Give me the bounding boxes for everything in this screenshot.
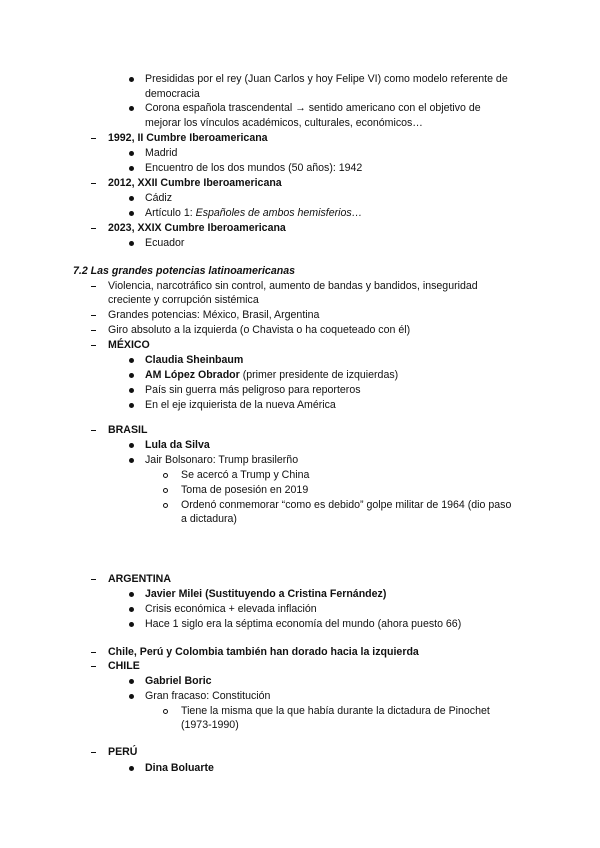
section-heading: 7.2 Las grandes potencias latinoamericanas (73, 265, 295, 277)
dash-marker (91, 138, 96, 139)
bullet-dot (129, 151, 134, 156)
dash-marker (91, 315, 96, 316)
bullet-dot (129, 403, 134, 408)
bullet-dot (129, 196, 134, 201)
dash-marker (91, 579, 96, 580)
bullet-dot (129, 166, 134, 171)
bullet-dot (129, 766, 134, 771)
sub-bullet-text: Toma de posesión en 2019 (181, 484, 309, 496)
sub-bullet-text: Ordenó conmemorar “como es debido” golpe militar de 1964 (dio paso (181, 499, 512, 511)
bullet-text-bold: Claudia Sheinbaum (145, 354, 244, 366)
dash-marker (91, 652, 96, 653)
dash-text: Giro absoluto a la izquierda (o Chavista o ha coqueteado con él) (108, 324, 411, 336)
dash-marker (91, 345, 96, 346)
article-label: Artículo 1: (145, 207, 196, 219)
bullet-text: Jair Bolsonaro: Trump brasilerño (145, 454, 299, 466)
bullet-text-bold: Gabriel Boric (145, 675, 212, 687)
sub-bullet-text: Se acercó a Trump y China (181, 469, 310, 481)
bullet-dot (129, 77, 134, 82)
bullet-dot (129, 388, 134, 393)
dash-marker (91, 752, 96, 753)
bullet-text-bold: Dina Boluarte (145, 762, 214, 774)
circle-marker (163, 503, 168, 508)
country-label: ARGENTINA (108, 573, 171, 585)
bullet-continuation: mejorar los vínculos académicos, culturales, económicos… (145, 117, 423, 129)
circle-marker (163, 709, 168, 714)
country-label: CHILE (108, 660, 140, 672)
dash-marker (91, 330, 96, 331)
dash-text: Grandes potencias: México, Brasil, Argentina (108, 309, 320, 321)
bullet-dot (129, 679, 134, 684)
circle-marker (163, 473, 168, 478)
bullet-text: Cádiz (145, 192, 173, 204)
bullet-text: País sin guerra más peligroso para reporteros (145, 384, 361, 396)
name-note: (primer presidente de izquierdas) (239, 369, 399, 381)
country-label: PERÚ (108, 746, 138, 758)
article-quote: Españoles de ambos hemisferios… (195, 207, 363, 219)
country-label: BRASIL (108, 424, 148, 436)
bullet-text-bold: Javier Milei (Sustituyendo a Cristina Fernández) (145, 588, 387, 600)
dash-marker (91, 666, 96, 667)
bullet-text: Hace 1 siglo era la séptima economía del mundo (ahora puesto 66) (145, 618, 462, 630)
sub-bullet-text: Tiene la misma que la que había durante la dictadura de Pinochet (181, 705, 490, 717)
bullet-continuation: democracia (145, 88, 200, 100)
bullet-dot (129, 373, 134, 378)
bold-name: AM López Obrador (145, 369, 240, 381)
section-label: 1992, II Cumbre Iberoamericana (108, 132, 268, 144)
bullet-text (145, 206, 362, 220)
bullet-text: Ecuador (145, 237, 185, 249)
bullet-text: Crisis económica + elevada inflación (145, 603, 317, 615)
dash-text: Violencia, narcotráfico sin control, aumento de bandas y bandidos, inseguridad (108, 280, 478, 292)
bullet-text: Presididas por el rey (Juan Carlos y hoy Felipe VI) como modelo referente de (145, 73, 508, 85)
bullet-text: Gran fracaso: Constitución (145, 690, 271, 702)
section-label: 2023, XXIX Cumbre Iberoamericana (108, 222, 286, 234)
bullet-dot (129, 358, 134, 363)
sub-bullet-continuation: a dictadura) (181, 513, 237, 525)
sub-bullet-continuation: (1973-1990) (181, 719, 239, 731)
dash-continuation: creciente y corrupción sistémica (108, 294, 259, 306)
bullet-dot (129, 106, 134, 111)
dash-marker (91, 228, 96, 229)
bullet-text-bold: Lula da Silva (145, 439, 210, 451)
bullet-dot (129, 694, 134, 699)
dash-marker (91, 183, 96, 184)
bullet-dot (129, 443, 134, 448)
bullet-text: Corona española trascendental → sentido americano con el objetivo de (145, 102, 481, 114)
section-label: 2012, XXII Cumbre Iberoamericana (108, 177, 282, 189)
bullet-text: Encuentro de los dos mundos (50 años): 1942 (145, 162, 363, 174)
dash-marker (91, 286, 96, 287)
bullet-text (145, 368, 398, 382)
bullet-dot (129, 241, 134, 246)
bullet-dot (129, 458, 134, 463)
circle-marker (163, 488, 168, 493)
dash-marker (91, 430, 96, 431)
bullet-dot (129, 592, 134, 597)
bullet-dot (129, 211, 134, 216)
country-label: MÉXICO (108, 339, 150, 351)
bullet-text: Madrid (145, 147, 178, 159)
bullet-text: En el eje izquierista de la nueva América (145, 399, 336, 411)
bullet-dot (129, 607, 134, 612)
bullet-dot (129, 622, 134, 627)
summary-label: Chile, Perú y Colombia también han dorado hacia la izquierda (108, 646, 419, 658)
